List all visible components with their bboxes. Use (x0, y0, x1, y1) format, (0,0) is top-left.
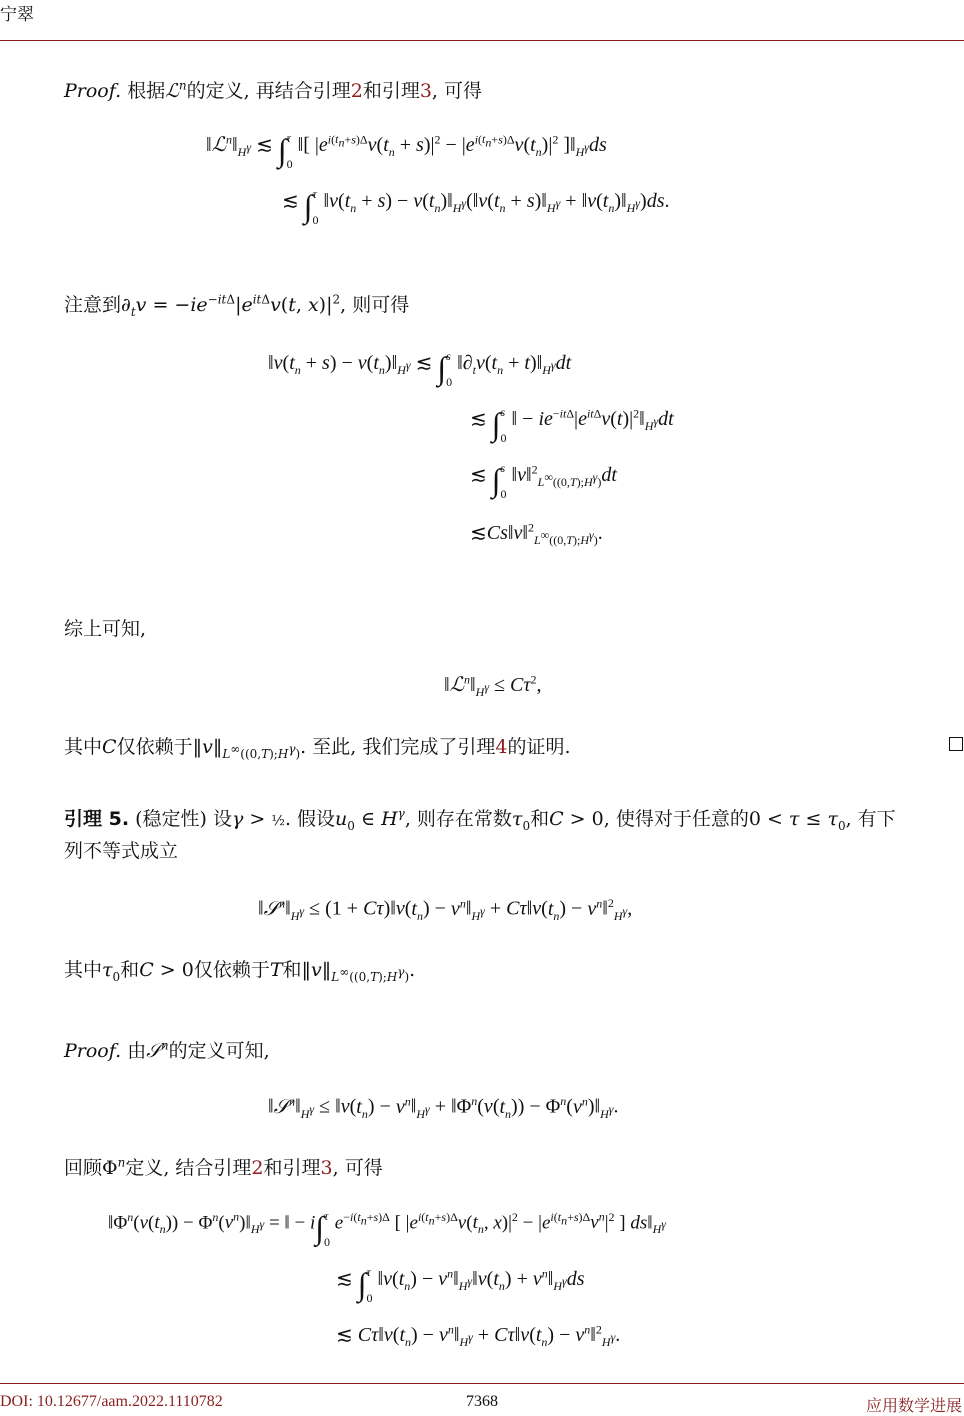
header-rule (0, 40, 964, 41)
conclusion-c: . 至此, 我们完成了引理 (300, 736, 496, 758)
equation-phi-diff-line2: ≲ ∫τ 0 $‖v(t_n)$ − $v^n‖_{H^\gamma}‖v(t_n)$ + $v^n‖_{H^\gamma}ds$ (336, 1265, 585, 1305)
lemma5-tail-c: 仅依赖于 (193, 959, 270, 981)
proof1-label: Proof. (64, 80, 122, 102)
review-d: , 可得 (332, 1157, 383, 1179)
note-dt-v: 注意到$\partial_tv = -ie^{-it\Delta}|e^{it\Delta}v(t$, $x)|^2$, 则可得 (64, 292, 410, 319)
lemma5-statement-line2: 列不等式成立 (64, 840, 179, 862)
lemma5-statement-line1: 引理 5. (稳定性) 设γ > ½. 假设$u_0$ ∈ $H^\gamma$, 则存在常数$\tau_0$和C > 0, 使得对于任意的$0 < \tau \le \tau_0$, 有下 (64, 806, 896, 833)
lemma5-tail-d: 和 (282, 959, 302, 981)
conclusion-d: 的证明. (507, 736, 571, 758)
equation-phi-diff-line1: $‖\Phi^n(v(t_n))$ − $\Phi^n(v^n)‖_{H^\gamma}$ = ‖ − i∫τ 0 $e^{-i(t_n+s)\Delta}$ [ $|e^{i(t_n+s)\Delta}v(t_n$, $x)|^2 - |e^{i(t_n+s)\Delta}v^n|^2$ ] $ds‖_{H^\gamma}$ (108, 1209, 666, 1249)
conclusion-b: 仅依赖于 (116, 736, 193, 758)
lemma5-c: , 则存在常数 (404, 808, 512, 830)
note-prefix: 注意到 (64, 294, 122, 316)
proof2-label: Proof. (64, 1040, 122, 1062)
proof2-b: 的定义可知, (168, 1040, 270, 1062)
proof1-text-a: 根据 (127, 80, 166, 102)
running-header-author: 宁翠 (0, 5, 34, 25)
review-a: 回顾 (64, 1157, 103, 1179)
footer-page-number: 7368 (466, 1393, 498, 1410)
equation-v-diff-line2: ≲ ∫s 0 ‖ − $ie^{-it\Delta}|e^{it\Delta}v(t)|^2‖_{H^\gamma}dt$ (470, 405, 674, 445)
qed-square-icon (949, 737, 963, 751)
review-ref-lemma2[interactable]: 2 (251, 1157, 264, 1179)
equation-v-diff-line1: $‖v(t_n + s)$ − $v(t_n)‖_{H^\gamma}$ ≲ ∫s 0 $‖\partial_tv(t_n$ + $t)‖_{H^\gamma}dt$ (268, 349, 572, 389)
equation-ln-line2: ≲ ∫τ 0 $‖v(t_n + s)$ − $v(t_n)‖_{H^\gamma}(‖v(t_n$ + $s)‖_{H^\gamma}$ + $‖v(t_n)‖_{H^\gamma})ds$. (282, 187, 670, 227)
lemma5-label: 引理 5. (64, 808, 130, 830)
lemma5-tail-b: 和 (120, 959, 140, 981)
conclusion-a: 其中 (64, 736, 103, 758)
review-ref-lemma3[interactable]: 3 (320, 1157, 333, 1179)
note-suffix: , 则可得 (340, 294, 410, 316)
review-b: 定义, 结合引理 (125, 1157, 252, 1179)
footer-doi-link[interactable]: DOI: 10.12677/aam.2022.1110782 (0, 1393, 223, 1410)
equation-v-diff-line3: ≲ ∫s 0 ‖v‖$^2_{L^\infty((0,T);H^\gamma)}$dt (470, 461, 617, 501)
equation-v-diff-line4: ≲Cs‖v‖$^2_{L^\infty((0,T);H^\gamma)}$. (470, 520, 603, 547)
proof1-intro: Proof. 根据ℒ$^n$的定义, 再结合引理2和引理3, 可得 (64, 78, 483, 102)
proof1-conclusion: 其中C仅依赖于$‖v‖_{L^\infty((0,T);H^\gamma)}$. 至此, 我们完成了引理4的证明. (64, 736, 571, 761)
conclusion-ref-lemma4[interactable]: 4 (495, 736, 508, 758)
lemma5-e: , 使得对于任意的 (603, 808, 749, 830)
footer-rule (0, 1383, 964, 1384)
proof1-ref-lemma3[interactable]: 3 (419, 80, 432, 102)
review-text: 回顾$\Phi^n$定义, 结合引理2和引理3, 可得 (64, 1155, 383, 1179)
proof1-ref-lemma2[interactable]: 2 (350, 80, 363, 102)
proof2-intro: Proof. 由𝒮$^n$的定义可知, (64, 1038, 270, 1062)
lemma5-name: (稳定性) (135, 808, 207, 830)
equation-sn-bound: $‖𝒮^n‖_{H^\gamma} \le (1$ + $C\tau)‖v(t_n)$ − $v^n‖_{H^\gamma}$ + $C\tau‖v(t_n)$ − $v^n‖^2_{H^\gamma}$, (258, 896, 633, 923)
equation-phi-diff-line3: ≲ $C\tau‖v(t_n)$ − $v^n‖_{H^\gamma}$ + $C\tau‖v(t_n)$ − $v^n‖^2_{H^\gamma}$. (336, 1322, 621, 1349)
proof1-text-d: , 可得 (431, 80, 483, 102)
review-c: 和引理 (263, 1157, 321, 1179)
lemma5-tail-a: 其中 (64, 959, 103, 981)
equation-ln-bound: $‖ℒ^n‖_{H^\gamma} \le C\tau^2$, (444, 672, 542, 699)
equation-ln-line1: $‖ℒ^n‖_{H^\gamma}$ ≲ ∫τ 0 ‖[ $|e^{i(t_n+s)\Delta}v(t_n + s)|^2 - |e^{i(t_n+s)\Delta}v(t_n)|^2$ ]$‖_{H^\gamma}ds$ (206, 131, 607, 171)
lemma5-tail: 其中$\tau_0$和C > 0仅依赖于T和$‖v‖_{L^\infty((0,T);H^\gamma)}$. (64, 959, 416, 984)
summary-text: 综上可知, (64, 618, 147, 640)
lemma5-a: 设 (212, 808, 232, 830)
equation-sn-split: $‖𝒮^n‖_{H^\gamma}$ ≤ $‖v(t_n)$ − $v^n‖_{H^\gamma}$ + $‖\Phi^n(v(t_n))$ − $\Phi^n(v^n)‖_{H^\gamma}$. (268, 1094, 619, 1121)
proof1-text-b: 的定义, 再结合引理 (186, 80, 351, 102)
proof2-a: 由 (127, 1040, 147, 1062)
lemma5-d: 和 (530, 808, 550, 830)
footer-journal-link[interactable]: 应用数学进展 (865, 1398, 962, 1415)
lemma5-f: , 有下 (845, 808, 896, 830)
proof1-text-c: 和引理 (362, 80, 420, 102)
lemma5-b: . 假设 (284, 808, 336, 830)
